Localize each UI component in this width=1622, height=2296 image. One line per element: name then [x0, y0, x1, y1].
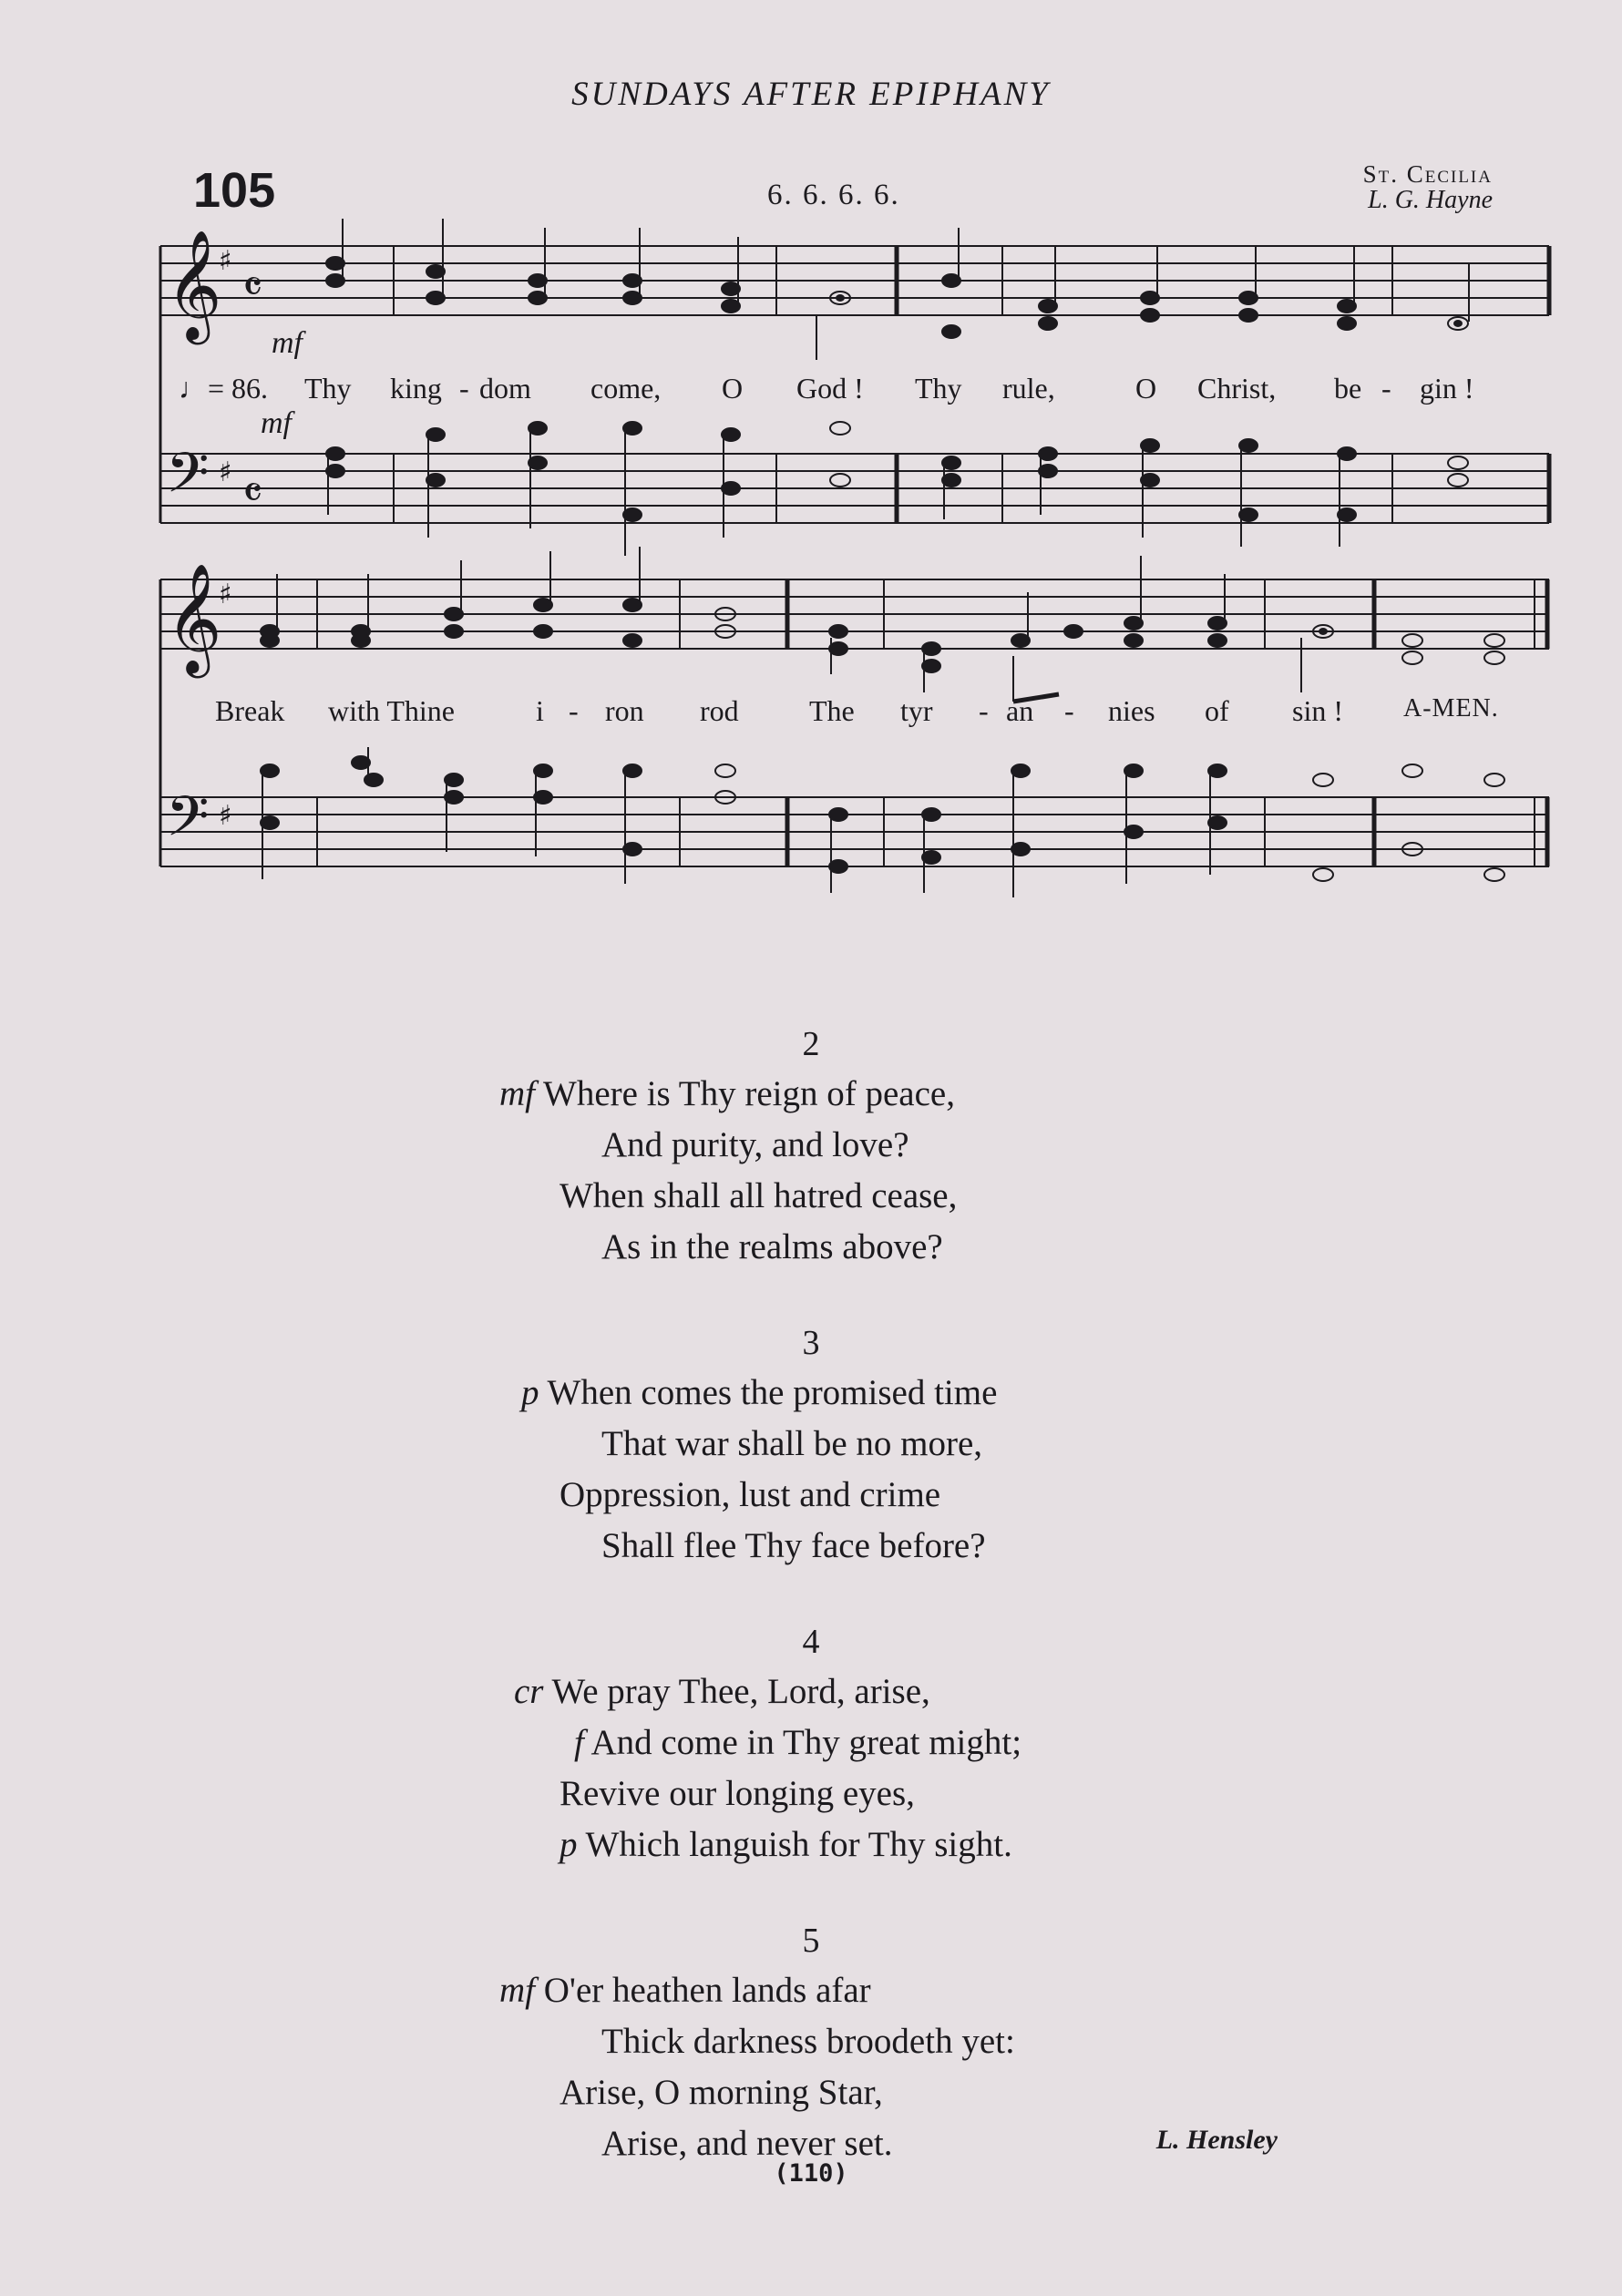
- lyric-syllable: O: [722, 372, 744, 405]
- treble-notes-2: [261, 547, 1504, 702]
- verse-line: Oppression, lust and crime: [559, 1475, 941, 1514]
- tune-name: St. Cecilia: [1362, 160, 1493, 188]
- music-score: [0, 0, 1622, 957]
- dynamic-treble: mf: [272, 326, 303, 360]
- treble-clef-2: 𝄞: [166, 562, 222, 673]
- verse-number: 5: [802, 1922, 820, 1960]
- line-text: Which languish for Thy sight.: [585, 1825, 1012, 1864]
- verse-line: [559, 1824, 1012, 1865]
- composer-name: L. G. Hayne: [1368, 186, 1493, 214]
- lyric-syllable: dom: [479, 372, 531, 405]
- verse-line: Shall flee Thy face before?: [601, 1526, 986, 1565]
- author-credit: L. Hensley: [1155, 2125, 1278, 2155]
- verse-line: As in the realms above?: [601, 1227, 943, 1266]
- time-signature-1: 𝄴: [242, 261, 263, 313]
- hymn-number: 105: [193, 163, 276, 218]
- line-dynamic: p: [559, 1825, 578, 1864]
- lyric-syllable: rod: [700, 694, 739, 727]
- key-signature-bass-1: ♯: [219, 456, 232, 488]
- line-text: We pray Thee, Lord, arise,: [551, 1672, 930, 1711]
- treble-clef-1: 𝄞: [166, 229, 222, 340]
- tempo-marking: ♩= 86.: [179, 372, 269, 405]
- key-signature-1: ♯: [219, 245, 232, 277]
- lyric-syllable: with Thine: [328, 694, 455, 727]
- line-dynamic: cr: [514, 1672, 544, 1711]
- line-text: And come in Thy great might;: [590, 1723, 1022, 1762]
- verse-line: [574, 1722, 1021, 1763]
- verse-line: Thick darkness broodeth yet:: [601, 2022, 1015, 2061]
- line-text: When comes the promised time: [547, 1373, 998, 1412]
- key-signature-2: ♯: [219, 579, 232, 610]
- page-number: (110): [774, 2159, 848, 2188]
- lyric-syllable: tyr: [900, 694, 933, 727]
- verse-line: [521, 1372, 997, 1413]
- lyric-syllable: Thy: [915, 372, 962, 405]
- bass-staff-2: [160, 797, 1549, 866]
- line-dynamic: p: [521, 1373, 539, 1412]
- lyric-syllable: nies: [1108, 694, 1155, 727]
- lyric-amen: A-MEN.: [1403, 694, 1499, 723]
- lyric-syllable: i: [536, 694, 544, 727]
- verse-number: 3: [802, 1324, 820, 1362]
- verse-line: Arise, O morning Star,: [559, 2073, 883, 2112]
- bass-notes-2: [261, 747, 1504, 897]
- line-dynamic: mf: [499, 1074, 535, 1113]
- lyric-syllable: gin !: [1420, 372, 1474, 405]
- bass-clef-1: 𝄢: [166, 441, 210, 519]
- time-signature-bass-1: 𝄴: [242, 466, 263, 519]
- bass-clef-2: 𝄢: [166, 784, 210, 863]
- verse-line: [499, 1073, 955, 1114]
- verse-line: [499, 1970, 871, 2011]
- lyric-syllable: king: [390, 372, 442, 405]
- line-text: Where is Thy reign of peace,: [543, 1074, 955, 1113]
- verse-number: 4: [802, 1623, 820, 1661]
- running-header: SUNDAYS AFTER EPIPHANY: [571, 76, 1051, 113]
- line-dynamic: f: [574, 1723, 584, 1762]
- hymn-meter: 6. 6. 6. 6.: [767, 179, 900, 211]
- dynamic-bass: mf: [261, 406, 292, 440]
- lyric-hyphen: -: [1381, 372, 1391, 405]
- lyric-hyphen: -: [569, 694, 579, 727]
- verse-line: Revive our longing eyes,: [559, 1774, 915, 1813]
- line-dynamic: mf: [499, 1971, 535, 2010]
- line-text: O'er heathen lands afar: [543, 1971, 871, 2010]
- verse-line: And purity, and love?: [601, 1125, 909, 1164]
- lyric-syllable: come,: [590, 372, 662, 405]
- lyric-syllable: of: [1205, 694, 1229, 727]
- lyric-syllable: an: [1006, 694, 1034, 727]
- lyric-syllable: Christ,: [1197, 372, 1277, 405]
- verse-number: 2: [802, 1025, 820, 1063]
- verse-line: That war shall be no more,: [601, 1424, 983, 1463]
- verse-line: [514, 1671, 930, 1712]
- lyric-hyphen: -: [459, 372, 469, 405]
- lyric-syllable: ron: [605, 694, 644, 727]
- verse-line: When shall all hatred cease,: [559, 1176, 958, 1215]
- lyric-syllable: Break: [215, 694, 285, 727]
- lyric-syllable: The: [809, 694, 855, 727]
- key-signature-bass-2: ♯: [219, 800, 232, 832]
- lyric-syllable: Thy: [304, 372, 352, 405]
- lyric-syllable: God !: [796, 372, 864, 405]
- lyric-syllable: sin !: [1292, 694, 1343, 727]
- lyric-hyphen: -: [1064, 694, 1074, 727]
- lyric-syllable: be: [1334, 372, 1362, 405]
- lyric-syllable: rule,: [1002, 372, 1055, 405]
- lyric-syllable: O: [1135, 372, 1157, 405]
- lyric-hyphen: -: [979, 694, 989, 727]
- verse-line: Arise, and never set.: [601, 2124, 893, 2163]
